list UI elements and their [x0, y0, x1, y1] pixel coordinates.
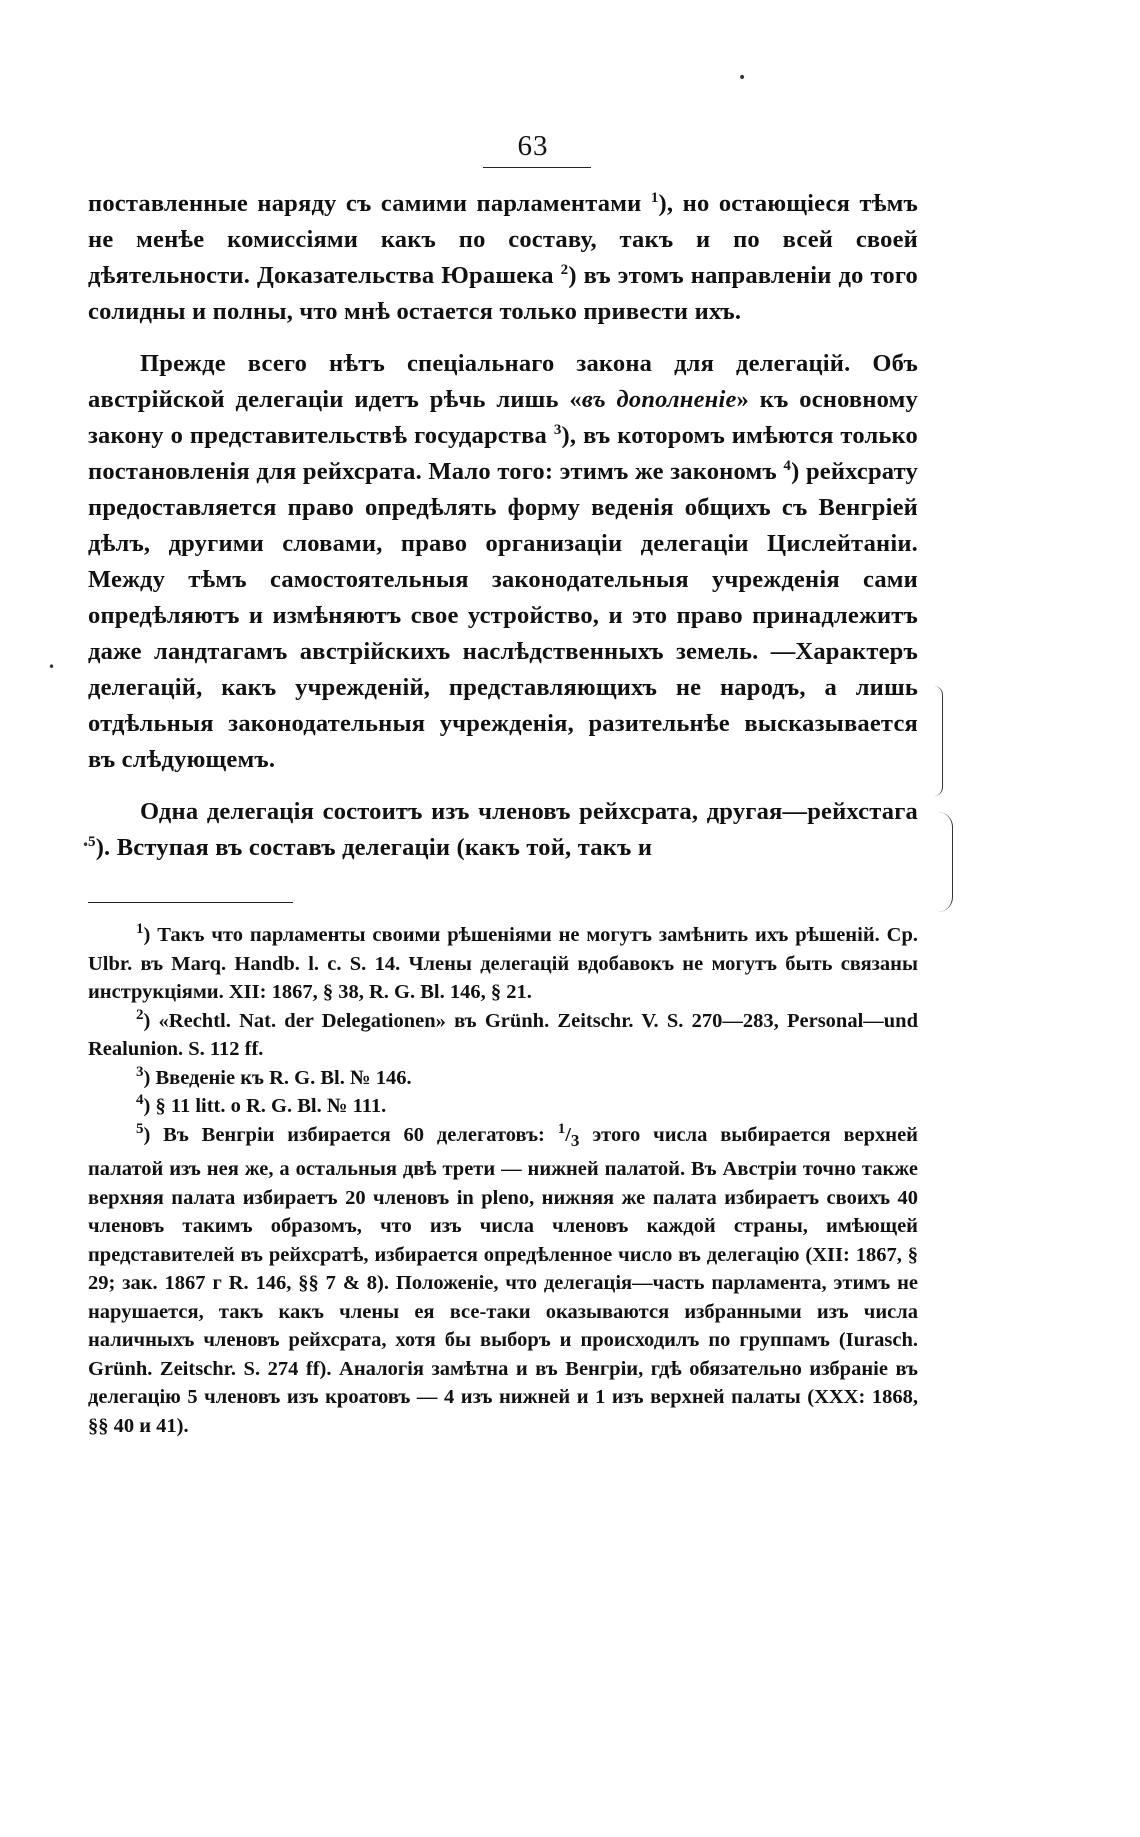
text-run: ), но остающіеся тѣмъ не менѣе комиссіями какъ по составу, такъ и по всей своей дѣятельности. Доказательства Юрашека	[88, 190, 918, 289]
text-run: Одна делегація состоитъ изъ членовъ рейхсрата, другая—рейхстага	[140, 798, 918, 825]
body-paragraph	[88, 186, 918, 330]
margin-dot-mark: •	[82, 838, 90, 852]
text-run: ) Введеніе къ R. G. Bl. № 146.	[143, 1066, 412, 1089]
text-run: /	[565, 1123, 571, 1146]
footnote-marker: 1	[650, 189, 659, 206]
footnote-marker: 3	[553, 421, 562, 438]
footnote-marker: 2	[560, 261, 569, 278]
text-run: ) «Rechtl. Nat. der Delegationen» въ Grünh. Zeitschr. V. S. 270—283, Personal—und Realunion. S. 112 ff.	[88, 1009, 918, 1060]
text-run: Прежде всего нѣтъ спеціальнаго закона для делегацій. Объ австрійской делегаціи идетъ рѣчь лишь «	[88, 350, 918, 413]
book-page	[88, 130, 918, 1440]
footnote-marker: 4	[136, 1092, 144, 1109]
footnote-separator	[88, 902, 293, 903]
margin-bracket-mark	[938, 812, 953, 912]
footnotes	[88, 921, 918, 1440]
footnote-marker: 1	[136, 921, 144, 938]
page-number: 63	[517, 130, 549, 162]
footnote-marker: 1	[557, 1120, 566, 1137]
footnote-marker: 2	[136, 1006, 144, 1023]
text-run: ), въ которомъ имѣются только постановленія для рейхсрата. Мало того: этимъ же закономъ	[88, 422, 918, 485]
text-run: ) въ этомъ направленіи до того солидны и полны, что мнѣ остается только привести ихъ.	[88, 262, 918, 325]
footnote	[88, 921, 918, 1007]
text-run: ) Такъ что парламенты своими рѣшеніями не могутъ замѣнить ихъ рѣшеній. Cp. Ulbr. въ Marq. Handb. l. c. S. 14. Члены делегацій вдобавокъ не могутъ быть связаны инструкціями. XII: 1867, § 38, R. G. Bl. 146, § 21.	[88, 924, 918, 1003]
footnote-marker: 3	[136, 1063, 144, 1080]
fraction-denominator: 3	[570, 1130, 580, 1150]
text-run: ) рейхсрату предоставляется право опредѣлять форму веденія общихъ съ Венгріей дѣлъ, другими словами, право организаціи делегаціи Цислейтаніи. Между тѣмъ самостоятельныя законодательныя учрежденія сами опредѣляютъ и измѣняютъ свое устройство, и это право принадлежитъ даже ландтагамъ австрійскихъ наслѣдственныхъ земель. —Характеръ делегацій, какъ учрежденій, представляющихъ не народъ, а лишь отдѣльныя законодательныя учрежденія, разительнѣе высказывается въ слѣдующемъ.	[88, 458, 918, 773]
footnote	[88, 1121, 918, 1441]
footnote-marker: 5	[136, 1120, 144, 1137]
text-run: ). Вступая въ составъ делегаціи (какъ той, такъ и	[95, 834, 653, 861]
margin-dot-mark: •	[738, 70, 747, 86]
text-run: этого числа выбирается верхней палатой изъ нея же, а остальныя двѣ трети — нижней палатой. Въ Австріи точно также верхняя палата избираетъ 20 членовъ in pleno, нижняя же палата избираетъ своихъ 40 членовъ такимъ образомъ, что изъ числа членовъ каждой страны, имѣющей представителей въ рейхсратѣ, избирается опредѣленное число въ делегацію (XII: 1867, § 29; зак. 1867 г R. 146, §§ 7 & 8). Положеніе, что делегація—часть парламента, этимъ не нарушается, такъ какъ члены ея все-таки оказываются избранными изъ числа наличныхъ членовъ рейхсрата, хотя бы выборъ и происходилъ по группамъ (Iurasch. Grünh. Zeitschr. S. 274 ff). Аналогія замѣтна и въ Венгріи, гдѣ обязательно избраніе въ делегацію 5 членовъ изъ кроатовъ — 4 изъ нижней и 1 изъ верхней палаты (XXX: 1868, §§ 40 и 41).	[88, 1123, 918, 1437]
body-paragraph	[88, 346, 918, 778]
text-run: поставленные наряду съ самими парламентами	[88, 190, 651, 217]
footnote-marker: 4	[783, 457, 792, 474]
main-text	[88, 186, 918, 866]
margin-dot-mark: •	[48, 660, 56, 674]
text-run: ) Въ Венгріи избирается 60 делегатовъ:	[143, 1123, 558, 1146]
footnote	[88, 1092, 918, 1121]
footnote	[88, 1064, 918, 1093]
footnote-marker: 5	[88, 833, 96, 850]
margin-bracket-mark	[934, 686, 943, 796]
footnote	[88, 1007, 918, 1064]
text-run: » къ основному закону о представительствѣ государства	[88, 386, 919, 449]
text-run: ) § 11 litt. o R. G. Bl. № 111.	[143, 1095, 387, 1117]
body-paragraph	[88, 794, 918, 866]
emphasis-text: въ дополненіе	[581, 386, 737, 413]
page-number-underline	[483, 167, 591, 168]
